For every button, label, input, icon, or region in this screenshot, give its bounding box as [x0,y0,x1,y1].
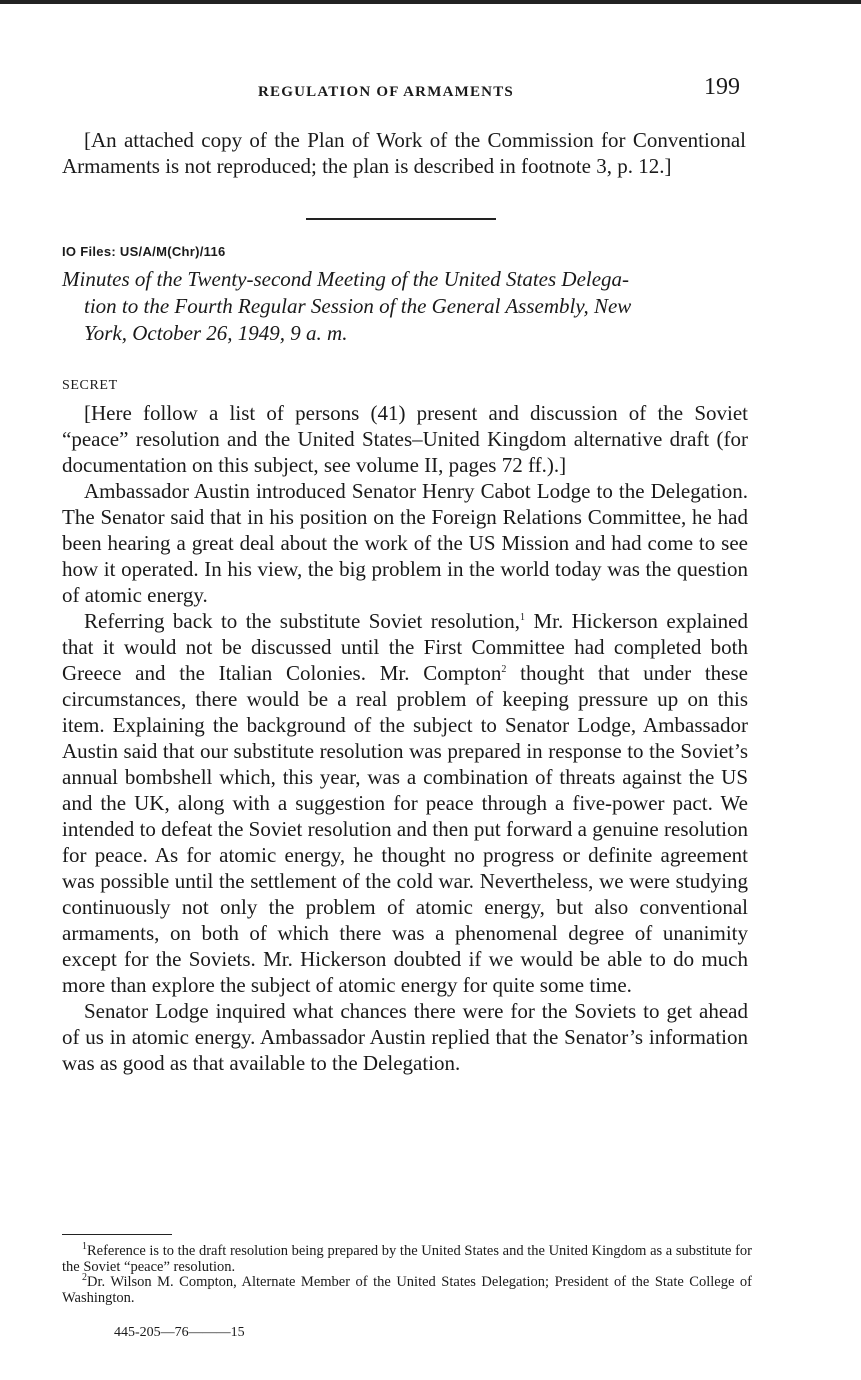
footnote-divider [62,1234,172,1235]
paragraph-4: Senator Lodge inquired what chances there were for the Soviets to get ahead of us in atomic energy. Ambassador Austin replied that the Senator’s information was as good as that available to the Delegation. [62,999,748,1075]
paragraph-2: Ambassador Austin introduced Senator Henry Cabot Lodge to the Delegation. The Senator said that in his position on the Foreign Relations Committee, he had been hearing a great deal about the work of the US Mission and had come to see how it operated. In his view, the big problem in the world today was the question of atomic energy. [62,479,748,607]
footnote-2-mark: 2 [82,1272,87,1284]
paragraph-3 [62,608,748,998]
document-title-line-2: tion to the Fourth Regular Session of the General Assembly, New [84,294,632,318]
document-title-line-1: Minutes of the Twenty-second Meeting of the United States Delega- [62,267,630,291]
bracket-note: [An attached copy of the Plan of Work of the Commission for Conventional Armaments is not reproduced; the plan is described in footnote 3, p. 12.] [62,128,746,178]
footnote-1-mark: 1 [82,1241,87,1253]
footnotes [62,1241,752,1306]
paragraph-3-part-a: Referring back to the substitute Soviet resolution, [84,609,521,633]
document-title [62,266,746,347]
page-number: 199 [704,74,740,100]
footnote-1-text: Reference is to the draft resolution being prepared by the United States and the United Kingdom as a substitute for the Soviet “peace” resolution. [62,1243,752,1275]
running-head: REGULATION OF ARMAMENTS [258,84,514,100]
print-code: 445-205—76———15 [114,1325,245,1340]
files-reference: IO Files: US/A/M(Chr)/116 [62,244,226,259]
classification-label: SECRET [62,378,118,393]
paragraph-3-part-b: Mr. Hickerson explained that it would not be discussed until the First Committee had completed both Greece and the Italian Colonies. Mr. Compton [62,609,748,685]
paragraph-1: [Here follow a list of persons (41) present and discussion of the Soviet “peace” resolution and the United States–United Kingdom alternative draft (for documentation on this subject, see volume II, pages 72 ff.).] [62,401,748,477]
document-title-line-3: York, October 26, 1949, 9 a. m. [84,321,348,345]
paragraph-3-part-c: thought that under these circumstances, there would be a real problem of keeping pressure up on this item. Explaining the background of the subject to Senator Lodge, Ambassador Austin said that our substitute resolution was prepared in response to the Soviet’s annual bombshell which, this year, was a combination of threats against the US and the UK, along with a suggestion for peace through a five-power pact. We intended to defeat the Soviet resolution and then put forward a genuine resolution for peace. As for atomic energy, he thought no progress or definite agreement was possible until the settlement of the cold war. Nevertheless, we were studying continuously not only the problem of atomic energy, but also conventional armaments, on both of which there was a phenomenal degree of unanimity except for the Soviets. Mr. Hickerson doubted if we would be able to do much more than explore the subject of atomic energy for quite some time. [62,661,748,997]
footnote-2-text: Dr. Wilson M. Compton, Alternate Member of the United States Delegation; President of the State College of Washington. [62,1274,752,1306]
footnote-2 [62,1272,752,1306]
section-divider [306,218,496,220]
top-border-line [0,0,861,4]
footnote-1 [62,1241,752,1275]
footnote-ref-2[interactable]: 2 [501,664,507,675]
body-text [62,400,748,1076]
footnote-ref-1[interactable]: 1 [520,612,526,623]
